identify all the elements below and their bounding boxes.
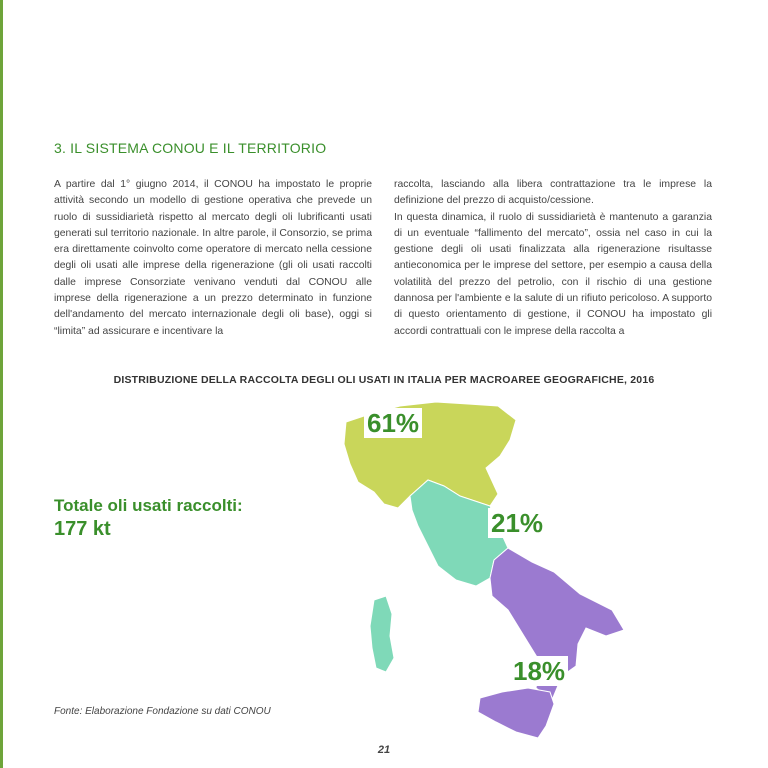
- region-sardegna: [370, 596, 394, 672]
- body-column-left: [54, 177, 372, 340]
- body-column-right: [394, 177, 712, 340]
- map-title: DISTRIBUZIONE DELLA RACCOLTA DEGLI OLI USATI IN ITALIA PER MACROAREE GEOGRAFICHE, 2016: [113, 374, 655, 386]
- body-paragraph: A partire dal 1° giugno 2014, il CONOU ha impostato le proprie attività secondo un modello di gestione operativa che prevede un ruolo di sussidiarietà rispetto al mercato degli oli lubrificanti usati generati sul territorio nazionale. In altre parole, il Consorzio, se prima era direttamente coinvolto come operatore di mercato nella cessione degli oli usati alle imprese della rigenerazione (gli oli usati raccolti dalle imprese Consorziate venivano venduti dal CONOU alle imprese della rigenerazione a un prezzo determinato in funzione dell'andamento del mercato internazionale degli oli base), oggi si “limita” ad assicurare e incentivare la: [54, 179, 372, 337]
- italy-map-svg: [340, 400, 636, 744]
- body-paragraph: raccolta, lasciando alla libera contrattazione tra le imprese la definizione del prezzo di acquisto/cessione.: [394, 179, 712, 207]
- share-label-centro: 21%: [488, 508, 546, 538]
- region-sicilia: [478, 688, 554, 738]
- italy-map: [340, 400, 636, 744]
- section-title: 3. IL SISTEMA CONOU E IL TERRITORIO: [54, 140, 327, 156]
- total-label: Totale oli usati raccolti:: [54, 496, 243, 515]
- body-paragraph: In questa dinamica, il ruolo di sussidiarietà è mantenuto a garanzia di un eventuale “fallimento del mercato”, ossia nel caso in cui la gestione degli oli usati finalizzata alla rigenerazione risultasse antieconomica per le imprese del settore, per esempio a causa della volatilità del prezzo del petrolio, con il rischio di una gestione dannosa per l'ambiente e la salute di un rifiuto pericoloso. A supporto di questo orientamento di gestione, il CONOU ha impostato gli accordi contrattuali con le imprese della raccolta a: [394, 211, 712, 337]
- total-value: 177 kt: [54, 518, 111, 540]
- page-number: 21: [377, 744, 391, 756]
- share-label-sud: 18%: [510, 656, 568, 686]
- share-label-nord: 61%: [364, 408, 422, 438]
- source-note: Fonte: Elaborazione Fondazione su dati CONOU: [54, 706, 271, 717]
